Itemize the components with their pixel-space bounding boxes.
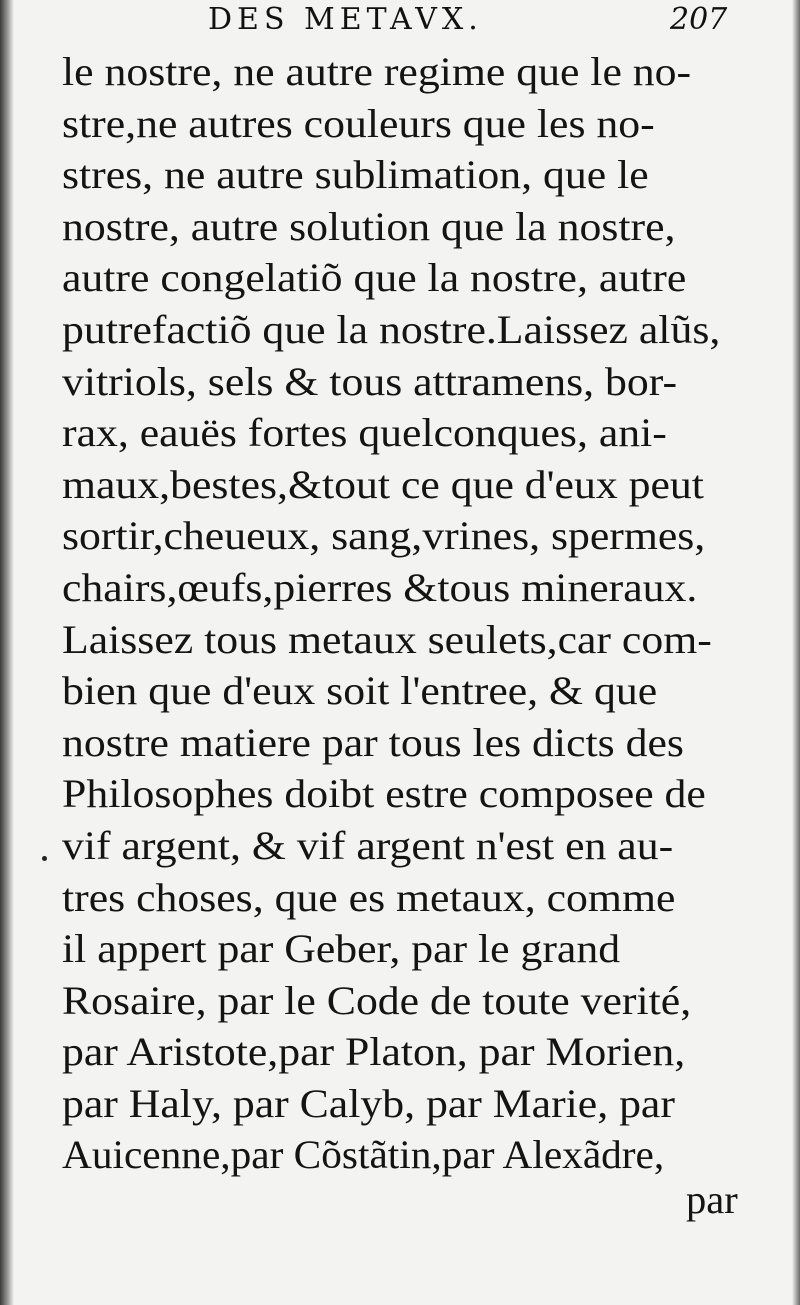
- text-line: putrefactiõ que la nostre.Laissez alũs,: [62, 306, 721, 352]
- text-line: bien que d'eux soit l'entree, & que: [62, 668, 658, 714]
- text-line: Laissez tous metaux seulets,car com-: [62, 616, 712, 662]
- text-line: le nostre, ne autre regime que le no-: [62, 49, 692, 94]
- text-line: tres choses, que es metaux, comme: [62, 874, 676, 920]
- text-line: sortir,cheueux, sang,vrines, spermes,: [62, 513, 706, 559]
- text-line: rax, eauës fortes quelconques, ani-: [62, 410, 667, 456]
- text-line: il appert par Geber, par le grand: [62, 926, 621, 972]
- running-head: DES METAVX.: [208, 2, 483, 37]
- text-line: par Haly, par Calyb, par Marie, par: [62, 1080, 675, 1126]
- catchword: par: [686, 1177, 738, 1222]
- text-line: stre,ne autres couleurs que les no-: [62, 100, 655, 146]
- text-line: Auicenne,par Cõstãtin,par Alexãdre,: [62, 1132, 665, 1178]
- scan-shadow-right: [792, 0, 800, 1305]
- text-line: nostre, autre solution que la nostre,: [62, 203, 676, 249]
- text-line: maux,bestes,&tout ce que d'eux peut: [62, 461, 704, 507]
- page-header: [0, 0, 800, 42]
- page-number: 207: [670, 2, 728, 37]
- text-line: stres, ne autre sublimation, que le: [62, 152, 649, 198]
- text-line: par Aristote,par Platon, par Morien,: [62, 1029, 686, 1075]
- text-line: autre congelatiõ que la nostre, autre: [62, 255, 687, 301]
- text-line: vif argent, & vif argent n'est en au-: [62, 822, 674, 868]
- text-line: Rosaire, par le Code de toute verité,: [62, 977, 692, 1023]
- text-line: nostre matiere par tous les dicts des: [62, 719, 684, 765]
- text-line: chairs,œufs,pierres &tous mineraux.: [62, 564, 698, 610]
- scan-shadow-left: [0, 0, 14, 1305]
- text-line: vitriols, sels & tous attramens, bor-: [62, 358, 678, 404]
- ink-speck: [42, 856, 47, 861]
- body-text: [62, 46, 742, 1181]
- text-line: Philosophes doibt estre composee de: [62, 771, 706, 817]
